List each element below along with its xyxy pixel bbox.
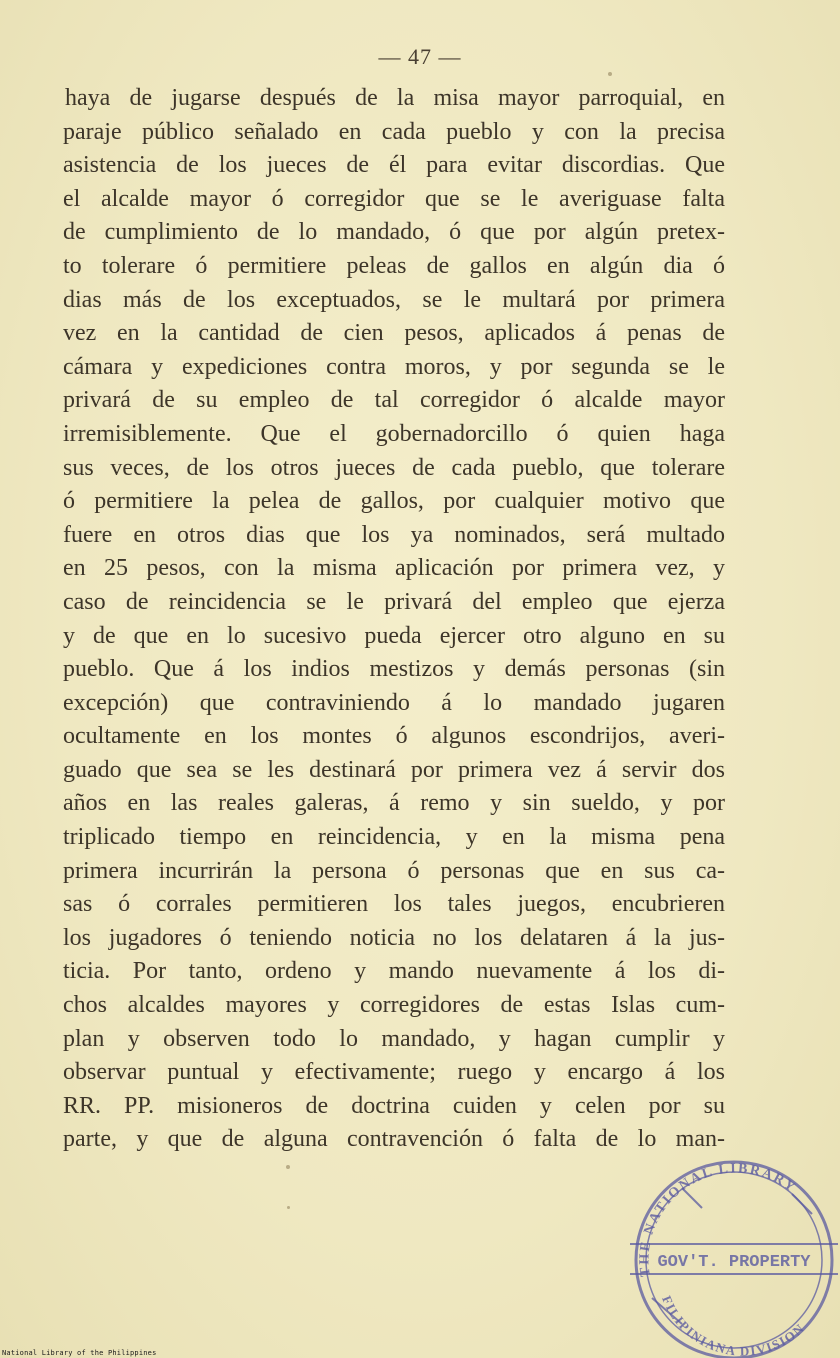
text-line: de cumplimiento de lo mandado, ó que por algún pretex-	[63, 219, 725, 246]
text-line: y de que en lo sucesivo pueda ejercer otro alguno en su	[63, 622, 725, 649]
text-line: privará de su empleo de tal corregidor ó alcalde mayor	[63, 387, 725, 414]
text-line: ocultamente en los montes ó algunos escondrijos, averi-	[63, 723, 725, 750]
stamp-band-text: GOV'T. PROPERTY	[657, 1253, 811, 1272]
text-line: caso de reincidencia se le privará del empleo que ejerza	[63, 588, 725, 615]
ink-speck	[286, 1165, 290, 1169]
text-line: pueblo. Que á los indios mestizos y demás personas (sin	[63, 656, 725, 683]
stamp-top-text: THE NATIONAL LIBRARY	[637, 1161, 800, 1278]
library-stamp-icon	[622, 1148, 840, 1358]
text-line: guado que sea se les destinará por primera vez á servir dos	[63, 756, 725, 783]
text-line: to tolerare ó permitiere peleas de gallos en algún dia ó	[63, 252, 725, 279]
text-line: los jugadores ó teniendo noticia no los delataren á la jus-	[63, 924, 725, 951]
text-line: ó permitiere la pelea de gallos, por cualquier motivo que	[63, 488, 725, 515]
text-line: sas ó corrales permitieren los tales juegos, encubrieren	[63, 891, 725, 918]
footer-credit: National Library of the Philippines	[2, 1349, 157, 1357]
text-line: parte, y que de alguna contravención ó falta de lo man-	[63, 1126, 725, 1153]
text-line: chos alcaldes mayores y corregidores de estas Islas cum-	[63, 992, 725, 1019]
text-line: observar puntual y efectivamente; ruego y encargo á los	[63, 1059, 725, 1086]
stamp-bottom-text: FILIPINIANA DIVISION	[659, 1293, 808, 1358]
text-line: irremisiblemente. Que el gobernadorcillo ó quien haga	[63, 420, 725, 447]
text-line: RR. PP. misioneros de doctrina cuiden y celen por su	[63, 1092, 725, 1119]
text-line: vez en la cantidad de cien pesos, aplicados á penas de	[63, 320, 725, 347]
text-line: el alcalde mayor ó corregidor que se le averiguase falta	[63, 185, 725, 212]
text-line: fuere en otros dias que los ya nominados, será multado	[63, 521, 725, 548]
text-line: excepción) que contraviniendo á lo mandado jugaren	[63, 689, 725, 716]
text-line: años en las reales galeras, á remo y sin sueldo, y por	[63, 790, 725, 817]
text-line: plan y observen todo lo mandado, y hagan cumplir y	[63, 1025, 725, 1052]
text-line: triplicado tiempo en reincidencia, y en la misma pena	[63, 824, 725, 851]
text-line: primera incurrirán la persona ó personas que en sus ca-	[63, 857, 725, 884]
text-line: en 25 pesos, con la misma aplicación por primera vez, y	[63, 555, 725, 582]
text-line: asistencia de los jueces de él para evitar discordias. Que	[63, 152, 725, 179]
text-line: haya de jugarse después de la misa mayor parroquial, en	[65, 85, 725, 111]
text-line: cámara y expediciones contra moros, y por segunda se le	[63, 353, 725, 380]
body-text	[63, 82, 725, 1157]
page-number: — 47 —	[378, 44, 462, 69]
ink-speck	[287, 1206, 290, 1209]
text-line: sus veces, de los otros jueces de cada pueblo, que tolerare	[63, 454, 725, 481]
text-line: dias más de los exceptuados, se le multará por primera	[63, 286, 725, 313]
ink-speck	[608, 72, 612, 76]
text-line: paraje público señalado en cada pueblo y con la precisa	[63, 118, 725, 145]
text-line: ticia. Por tanto, ordeno y mando nuevamente á los di-	[63, 958, 725, 985]
